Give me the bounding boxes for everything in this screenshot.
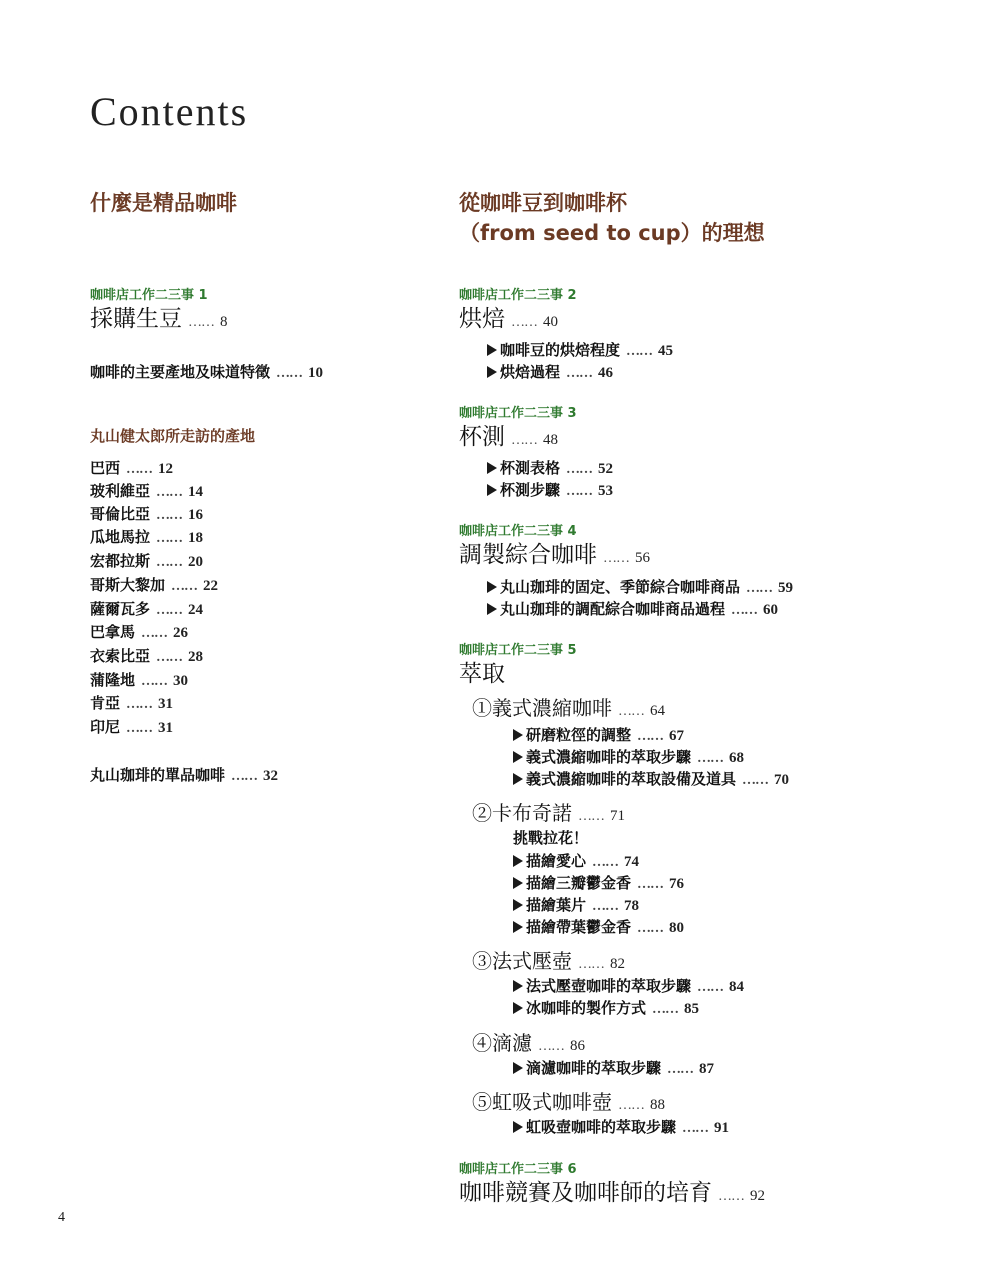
page-ref: 10	[308, 365, 324, 381]
leader-dots: ……	[231, 769, 258, 784]
country-name: 巴西	[90, 459, 121, 477]
entry-text: 描繪愛心	[526, 852, 587, 870]
toc-entry-french-press[interactable]	[472, 945, 625, 974]
leader-dots: ……	[566, 462, 593, 477]
toc-subentry[interactable]	[513, 850, 639, 871]
section-heading-right-line2: （from seed to cup）的理想	[459, 221, 765, 245]
page-ref: 68	[729, 750, 745, 766]
section-heading-right-line1: 從咖啡豆到咖啡杯	[459, 191, 627, 215]
country-name: 肯亞	[90, 694, 121, 712]
leader-dots: ……	[637, 729, 664, 744]
triangle-bullet-icon	[513, 855, 523, 867]
triangle-bullet-icon	[487, 484, 497, 496]
toc-entry-drip[interactable]	[472, 1027, 585, 1056]
entry-text: 丸山珈琲的單品咖啡	[90, 766, 226, 784]
leader-dots: ……	[626, 344, 653, 359]
page-ref: 74	[624, 854, 640, 870]
leader-dots: ……	[126, 462, 153, 477]
method-title: ③法式壓壺	[472, 949, 572, 973]
toc-entry-origins-intro[interactable]	[90, 361, 323, 382]
page-ref: 76	[669, 876, 685, 892]
toc-entry-country[interactable]	[90, 692, 173, 713]
page-ref: 87	[699, 1061, 715, 1077]
leader-dots: ……	[566, 366, 593, 381]
entry-text: 研磨粒徑的調整	[526, 726, 632, 744]
section-heading-left: 什麼是精品咖啡	[90, 191, 237, 215]
page-ref: 92	[750, 1188, 765, 1204]
leader-dots: ……	[637, 877, 664, 892]
leader-dots: ……	[156, 531, 183, 546]
leader-dots: ……	[592, 899, 619, 914]
leader-dots: ……	[156, 650, 183, 665]
leader-dots: ……	[746, 581, 773, 596]
entry-text: 冰咖啡的製作方式	[526, 999, 647, 1017]
latte-art-challenge-label: 挑戰拉花！	[513, 829, 589, 847]
triangle-bullet-icon	[513, 980, 523, 992]
page-ref: 40	[543, 314, 558, 330]
leader-dots: ……	[511, 433, 537, 448]
page-ref: 30	[173, 673, 189, 689]
toc-entry-country[interactable]	[90, 550, 203, 571]
entry-text: 咖啡的主要產地及味道特徵	[90, 363, 271, 381]
page-ref: 8	[220, 314, 228, 330]
leader-dots: ……	[141, 674, 168, 689]
entry-text: 烘焙過程	[500, 363, 561, 381]
page-title: Contents	[90, 89, 249, 134]
toc-entry-country[interactable]	[90, 480, 203, 501]
country-name: 蒲隆地	[90, 671, 136, 689]
leader-dots: ……	[578, 957, 604, 972]
triangle-bullet-icon	[487, 366, 497, 378]
toc-entry-cappuccino[interactable]	[472, 797, 625, 826]
page-ref: 64	[650, 703, 665, 719]
toc-entry-espresso[interactable]	[472, 692, 665, 721]
leader-dots: ……	[682, 1121, 709, 1136]
subheading-visited-origins: 丸山健太郎所走訪的產地	[90, 427, 256, 445]
page-ref: 16	[188, 507, 204, 523]
toc-subentry[interactable]	[513, 1116, 729, 1137]
leader-dots: ……	[578, 809, 604, 824]
triangle-bullet-icon	[487, 462, 497, 474]
entry-text: 描繪三瓣鬱金香	[526, 874, 632, 892]
leader-dots: ……	[126, 721, 153, 736]
leader-dots: ……	[618, 704, 644, 719]
method-title: ④滴濾	[472, 1031, 532, 1055]
leader-dots: ……	[188, 315, 214, 330]
toc-subentry[interactable]	[513, 746, 744, 767]
page-ref: 56	[635, 550, 650, 566]
country-name: 巴拿馬	[90, 623, 136, 641]
page-ref: 84	[729, 979, 745, 995]
toc-subentry[interactable]	[487, 479, 613, 500]
toc-entry-country[interactable]	[90, 669, 188, 690]
toc-subentry[interactable]	[513, 916, 684, 937]
entry-text: 法式壓壺咖啡的萃取步驟	[526, 977, 692, 995]
country-name: 衣索比亞	[90, 647, 151, 665]
leader-dots: ……	[156, 555, 183, 570]
page-ref: 46	[598, 365, 614, 381]
leader-dots: ……	[731, 603, 758, 618]
page-ref: 20	[188, 554, 204, 570]
method-title: ②卡布奇諾	[472, 801, 572, 825]
chapter-label-2: 咖啡店工作二三事 2	[459, 288, 577, 303]
leader-dots: ……	[538, 1039, 564, 1054]
toc-subentry[interactable]	[513, 768, 789, 789]
chapter-label-5: 咖啡店工作二三事 5	[459, 643, 577, 658]
toc-subentry[interactable]	[487, 361, 613, 382]
leader-dots: ……	[603, 551, 629, 566]
page-ref: 28	[188, 649, 204, 665]
page-ref: 24	[188, 602, 204, 618]
leader-dots: ……	[618, 1098, 644, 1113]
country-name: 玻利維亞	[90, 482, 151, 500]
chapter-title: 調製綜合咖啡	[459, 542, 597, 568]
country-name: 哥斯大黎加	[90, 576, 166, 594]
toc-entry-chapter-4[interactable]	[459, 536, 650, 569]
triangle-bullet-icon	[513, 899, 523, 911]
page-ref: 78	[624, 898, 640, 914]
country-name: 哥倫比亞	[90, 505, 151, 523]
page-number: 4	[58, 1210, 65, 1225]
triangle-bullet-icon	[513, 921, 523, 933]
leader-dots: ……	[156, 603, 183, 618]
chapter-title: 咖啡競賽及咖啡師的培育	[459, 1180, 712, 1206]
leader-dots: ……	[141, 626, 168, 641]
page-ref: 12	[158, 461, 174, 477]
entry-text: 杯測步驟	[500, 481, 561, 499]
chapter-title: 採購生豆	[90, 306, 182, 332]
toc-subentry[interactable]	[487, 457, 613, 478]
entry-text: 杯測表格	[500, 459, 561, 477]
leader-dots: ……	[156, 485, 183, 500]
entry-text: 咖啡豆的烘焙程度	[500, 341, 621, 359]
page-ref: 67	[669, 728, 685, 744]
toc-subentry[interactable]	[487, 598, 778, 619]
toc-subentry[interactable]	[513, 975, 744, 996]
country-name: 薩爾瓦多	[90, 600, 151, 618]
country-name: 宏都拉斯	[90, 552, 151, 570]
entry-text: 描繪葉片	[526, 896, 587, 914]
page-ref: 85	[684, 1001, 700, 1017]
page-ref: 53	[598, 483, 614, 499]
page-ref: 31	[158, 696, 174, 712]
toc-entry-single-origin[interactable]	[90, 764, 278, 785]
leader-dots: ……	[276, 366, 303, 381]
country-name: 瓜地馬拉	[90, 528, 151, 546]
triangle-bullet-icon	[487, 603, 497, 615]
leader-dots: ……	[652, 1002, 679, 1017]
toc-subentry[interactable]	[513, 724, 684, 745]
page-ref: 52	[598, 461, 614, 477]
entry-text: 義式濃縮咖啡的萃取步驟	[526, 748, 692, 766]
page-ref: 80	[669, 920, 685, 936]
toc-entry-country[interactable]	[90, 645, 203, 666]
chapter-label-6: 咖啡店工作二三事 6	[459, 1162, 577, 1177]
page-ref: 82	[610, 956, 625, 972]
page-ref: 18	[188, 530, 204, 546]
chapter-title-extraction[interactable]: 萃取	[459, 661, 505, 687]
page-ref: 22	[203, 578, 219, 594]
method-title: ①義式濃縮咖啡	[472, 696, 612, 720]
country-name: 印尼	[90, 718, 121, 736]
triangle-bullet-icon	[513, 773, 523, 785]
page-ref: 86	[570, 1038, 585, 1054]
toc-entry-country[interactable]	[90, 621, 188, 642]
toc-entry-chapter-6[interactable]	[459, 1174, 765, 1207]
triangle-bullet-icon	[487, 581, 497, 593]
triangle-bullet-icon	[487, 344, 497, 356]
page-ref: 14	[188, 484, 204, 500]
entry-text: 虹吸壺咖啡的萃取步驟	[526, 1118, 677, 1136]
toc-subentry[interactable]	[513, 894, 639, 915]
leader-dots: ……	[126, 697, 153, 712]
entry-text: 滴濾咖啡的萃取步驟	[526, 1059, 662, 1077]
toc-subentry[interactable]	[513, 872, 684, 893]
leader-dots: ……	[742, 773, 769, 788]
entry-text: 描繪帶葉鬱金香	[526, 918, 632, 936]
toc-entry-chapter-3[interactable]	[459, 418, 558, 451]
triangle-bullet-icon	[513, 1121, 523, 1133]
page-ref: 88	[650, 1097, 665, 1113]
triangle-bullet-icon	[513, 1002, 523, 1014]
leader-dots: ……	[592, 855, 619, 870]
chapter-title: 烘焙	[459, 306, 505, 332]
page-ref: 32	[263, 768, 279, 784]
toc-entry-country[interactable]	[90, 598, 203, 619]
leader-dots: ……	[667, 1062, 694, 1077]
page-ref: 71	[610, 808, 625, 824]
toc-entry-chapter-2[interactable]	[459, 300, 558, 333]
leader-dots: ……	[511, 315, 537, 330]
triangle-bullet-icon	[513, 1062, 523, 1074]
triangle-bullet-icon	[513, 751, 523, 763]
leader-dots: ……	[637, 921, 664, 936]
entry-text: 丸山珈琲的調配綜合咖啡商品過程	[500, 600, 726, 618]
toc-entry-country[interactable]	[90, 716, 173, 737]
toc-entry-siphon[interactable]	[472, 1086, 665, 1115]
leader-dots: ……	[697, 751, 724, 766]
page-ref: 70	[774, 772, 790, 788]
page-ref: 31	[158, 720, 174, 736]
page-ref: 48	[543, 432, 558, 448]
triangle-bullet-icon	[513, 729, 523, 741]
leader-dots: ……	[171, 579, 198, 594]
leader-dots: ……	[718, 1189, 744, 1204]
toc-entry-country[interactable]	[90, 457, 173, 478]
method-title: ⑤虹吸式咖啡壺	[472, 1090, 612, 1114]
entry-text: 義式濃縮咖啡的萃取設備及道具	[526, 770, 737, 788]
leader-dots: ……	[156, 508, 183, 523]
leader-dots: ……	[566, 484, 593, 499]
toc-subentry[interactable]	[513, 1057, 714, 1078]
toc-entry-country[interactable]	[90, 503, 203, 524]
toc-subentry[interactable]	[487, 339, 673, 360]
toc-subentry[interactable]	[513, 997, 699, 1018]
chapter-title: 杯測	[459, 424, 505, 450]
entry-text: 丸山珈琲的固定、季節綜合咖啡商品	[500, 578, 741, 596]
leader-dots: ……	[697, 980, 724, 995]
page-ref: 91	[714, 1120, 730, 1136]
toc-entry-country[interactable]	[90, 574, 218, 595]
toc-entry-chapter-1[interactable]	[90, 300, 228, 333]
chapter-label-3: 咖啡店工作二三事 3	[459, 406, 577, 421]
page-ref: 60	[763, 602, 779, 618]
page-ref: 59	[778, 580, 794, 596]
triangle-bullet-icon	[513, 877, 523, 889]
page-ref: 45	[658, 343, 674, 359]
chapter-label-4: 咖啡店工作二三事 4	[459, 524, 577, 539]
toc-subentry[interactable]	[487, 576, 793, 597]
page-ref: 26	[173, 625, 189, 641]
toc-entry-country[interactable]	[90, 526, 203, 547]
chapter-label-1: 咖啡店工作二三事 1	[90, 288, 208, 303]
